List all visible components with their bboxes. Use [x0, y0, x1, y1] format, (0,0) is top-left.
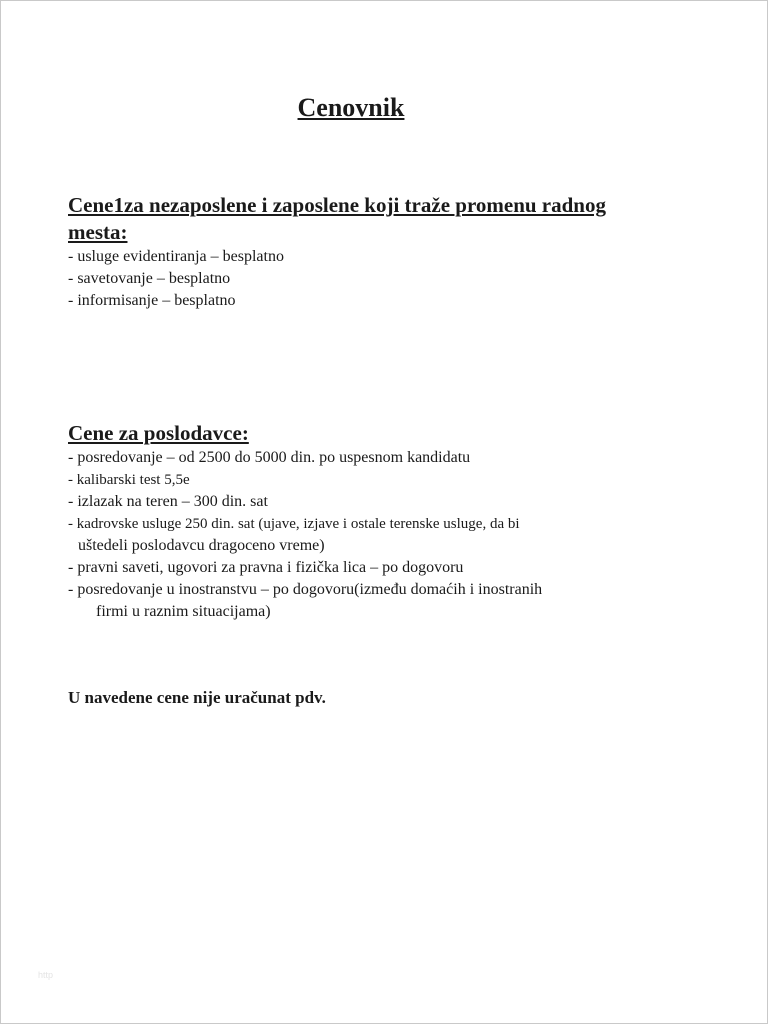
section-heading-line2: mesta:: [68, 220, 128, 244]
list-item: - posredovanje – od 2500 do 5000 din. po uspesnom kandidatu: [68, 449, 471, 466]
list-item: - informisanje – besplatno: [68, 292, 236, 309]
list-item: - posredovanje u inostranstvu – po dogovoru(između domaćih i inostranih: [68, 581, 543, 598]
list-item: - pravni saveti, ugovori za pravna i fizička lica – po dogovoru: [68, 559, 464, 576]
footer-watermark: http: [38, 970, 54, 980]
list-item: - kadrovske usluge 250 din. sat (ujave, izjave i ostale terenske usluge, da bi: [68, 516, 520, 532]
list-item: - usluge evidentiranja – besplatno: [68, 248, 284, 265]
list-item: - kalibarski test 5,5e: [68, 472, 190, 488]
section-heading-line1: Cene1za nezaposlene i zaposlene koji traže promenu radnog: [68, 193, 606, 217]
list-item-continuation: uštedeli poslodavcu dragoceno vreme): [78, 537, 325, 554]
list-item: - savetovanje – besplatno: [68, 270, 231, 287]
section-employers: [68, 420, 678, 623]
price-list: [68, 246, 678, 312]
list-item-continuation: firmi u raznim situacijama): [96, 603, 271, 620]
list-item: - izlazak na teren – 300 din. sat: [68, 493, 268, 510]
page-title: Cenovnik: [297, 93, 405, 122]
price-list: [68, 447, 678, 623]
section-unemployed: [68, 192, 678, 312]
section-heading: Cene za poslodavce:: [68, 421, 249, 445]
vat-note: U navedene cene nije uračunat pdv.: [68, 688, 326, 707]
